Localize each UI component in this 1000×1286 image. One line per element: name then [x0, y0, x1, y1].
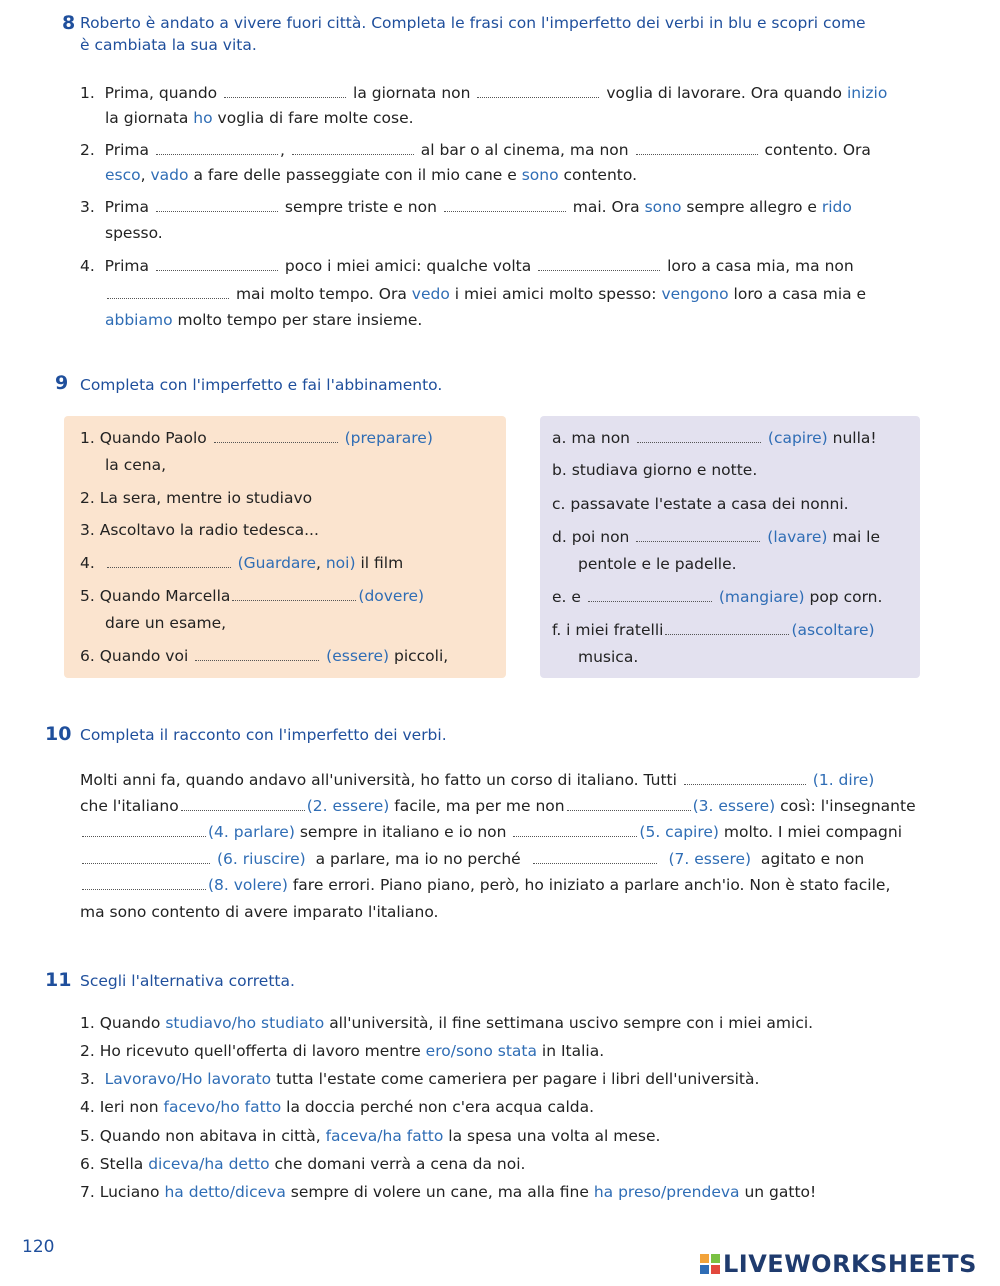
ex10-blank-3[interactable] — [567, 796, 691, 811]
ex10-line-4: (6. riuscire) a parlare, ma io no perché (7. essere) agitato e non — [80, 848, 864, 870]
ex11-choice-1[interactable]: studiavo/ho studiato — [165, 1014, 325, 1032]
ex10-blank-5[interactable] — [513, 822, 637, 837]
ex8-blank-1a[interactable] — [224, 83, 346, 98]
ex9-right-d-line-1: d. poi non (lavare) mai le — [552, 528, 881, 546]
ex8-blank-4a[interactable] — [156, 256, 278, 271]
ex11-choice-5[interactable]: faceva/ha fatto — [325, 1127, 444, 1145]
ex10-blank-4[interactable] — [82, 822, 206, 837]
ex9-left-5-line-1: 5. Quando Marcella (dovere) — [80, 587, 425, 605]
ex9-left-4: 4. (Guardare, noi) il film — [80, 554, 404, 572]
liveworksheets-logo: LIVEWORKSHEETS — [700, 1250, 977, 1278]
ex8-item-3-line-2: spesso. — [105, 224, 163, 242]
ex11-choice-3[interactable]: Lavoravo/Ho lavorato — [104, 1070, 272, 1088]
ex11-sentence-2: 2. Ho ricevuto quell'offerta di lavoro mentre ero/sono stata in Italia. — [80, 1042, 605, 1060]
exercise-9-number: 9 — [55, 372, 69, 394]
page-number: 120 — [22, 1237, 55, 1257]
ex11-sentence-4: 4. Ieri non facevo/ho fatto la doccia perché non c'era acqua calda. — [80, 1098, 595, 1116]
ex10-blank-8[interactable] — [82, 875, 206, 890]
ex10-blank-2[interactable] — [181, 796, 305, 811]
ex8-item-1-line-2: la giornata ho voglia di fare molte cose. — [105, 109, 414, 127]
ex10-line-3: (4. parlare) sempre in italiano e io non (5. capire) molto. I miei compagni — [80, 821, 902, 843]
exercise-8-number: 8 — [62, 12, 76, 34]
ex8-blank-1b[interactable] — [477, 83, 599, 98]
ex10-blank-1[interactable] — [684, 770, 806, 785]
ex10-line-5: (8. volere) fare errori. Piano piano, però, ho iniziato a parlare anch'io. Non è stato facile, — [80, 874, 890, 896]
ex9-blank-5[interactable] — [232, 586, 356, 601]
ex8-blank-2a[interactable] — [156, 140, 278, 155]
ex9-blank-d[interactable] — [636, 527, 760, 542]
ex9-blank-1[interactable] — [214, 428, 338, 443]
ex8-item-2-line-1: 2. Prima , al bar o al cinema, ma non contento. Ora — [80, 141, 871, 159]
exercise-10-title: Completa il racconto con l'imperfetto dei verbi. — [80, 726, 447, 744]
ex8-blank-4b[interactable] — [538, 256, 660, 271]
ex9-left-5-line-2: dare un esame, — [105, 614, 227, 632]
ex8-item-4-line-2: mai molto tempo. Ora vedo i miei amici molto spesso: vengono loro a casa mia e — [105, 283, 866, 305]
ex9-right-f-line-1: f. i miei fratelli (ascoltare) — [552, 621, 875, 639]
exercise-11-number: 11 — [45, 969, 72, 991]
ex9-right-f-line-2: musica. — [578, 648, 639, 666]
exercise-8-title-line-1: Roberto è andato a vivere fuori città. Completa le frasi con l'imperfetto dei verbi in blu e scopri come — [80, 14, 866, 32]
ex8-blank-2b[interactable] — [292, 140, 414, 155]
ex9-right-c: c. passavate l'estate a casa dei nonni. — [552, 495, 849, 513]
liveworksheets-logo-icon — [700, 1254, 720, 1274]
ex8-blank-2c[interactable] — [636, 140, 758, 155]
ex11-choice-4[interactable]: facevo/ho fatto — [163, 1098, 282, 1116]
ex8-blank-3a[interactable] — [156, 197, 278, 212]
ex9-blank-e[interactable] — [588, 587, 712, 602]
ex11-choice-6[interactable]: diceva/ha detto — [148, 1155, 270, 1173]
ex9-right-e: e. e (mangiare) pop corn. — [552, 588, 883, 606]
ex9-left-6: 6. Quando voi (essere) piccoli, — [80, 647, 449, 665]
ex9-blank-4[interactable] — [107, 553, 231, 568]
exercise-9-title: Completa con l'imperfetto e fai l'abbinamento. — [80, 376, 443, 394]
ex9-left-2: 2. La sera, mentre io studiavo — [80, 489, 313, 507]
ex9-right-b: b. studiava giorno e notte. — [552, 461, 758, 479]
ex10-blank-6[interactable] — [82, 849, 210, 864]
ex9-left-1-line-1: 1. Quando Paolo (preparare) — [80, 429, 433, 447]
ex8-blank-3b[interactable] — [444, 197, 566, 212]
ex11-sentence-1: 1. Quando studiavo/ho studiato all'università, il fine settimana uscivo sempre con i miei amici. — [80, 1014, 814, 1032]
ex11-choice-2[interactable]: ero/sono stata — [425, 1042, 537, 1060]
ex9-right-a: a. ma non (capire) nulla! — [552, 429, 877, 447]
ex9-blank-f[interactable] — [665, 620, 789, 635]
ex10-blank-7[interactable] — [533, 849, 657, 864]
ex11-sentence-7: 7. Luciano ha detto/diceva sempre di volere un cane, ma alla fine ha preso/prendeva un gatto! — [80, 1183, 817, 1201]
ex9-left-1-line-2: la cena, — [105, 456, 167, 474]
ex11-sentence-3: 3. Lavoravo/Ho lavorato tutta l'estate come cameriera per pagare i libri dell'università. — [80, 1070, 760, 1088]
ex8-item-4-line-3: abbiamo molto tempo per stare insieme. — [105, 311, 423, 329]
ex8-item-4-line-1: 4. Prima poco i miei amici: qualche volta loro a casa mia, ma non — [80, 257, 854, 275]
ex10-line-2: che l'italiano (2. essere) facile, ma per me non (3. essere) così: l'insegnante — [80, 797, 916, 815]
ex11-sentence-5: 5. Quando non abitava in città, faceva/ha fatto la spesa una volta al mese. — [80, 1127, 661, 1145]
ex8-blank-4c[interactable] — [107, 284, 229, 299]
ex9-left-3: 3. Ascoltavo la radio tedesca... — [80, 521, 319, 539]
ex11-sentence-6: 6. Stella diceva/ha detto che domani verrà a cena da noi. — [80, 1155, 526, 1173]
ex10-line-6: ma sono contento di avere imparato l'italiano. — [80, 903, 439, 921]
ex11-choice-7a[interactable]: ha detto/diceva — [164, 1183, 286, 1201]
ex11-choice-7b[interactable]: ha preso/prendeva — [593, 1183, 740, 1201]
ex9-blank-6[interactable] — [195, 646, 319, 661]
exercise-8-title-line-2: è cambiata la sua vita. — [80, 36, 257, 54]
ex8-item-3-line-1: 3. Prima sempre triste e non mai. Ora sono sempre allegro e rido — [80, 198, 852, 216]
ex8-item-1-line-1: 1. Prima, quando la giornata non voglia di lavorare. Ora quando inizio — [80, 84, 888, 102]
exercise-10-number: 10 — [45, 723, 72, 745]
ex8-item-2-line-2: esco, vado a fare delle passeggiate con il mio cane e sono contento. — [105, 166, 637, 184]
ex9-right-d-line-2: pentole e le padelle. — [578, 555, 737, 573]
ex10-line-1: Molti anni fa, quando andavo all'università, ho fatto un corso di italiano. Tutti (1. dire) — [80, 771, 875, 789]
ex9-blank-a[interactable] — [637, 428, 761, 443]
exercise-11-title: Scegli l'alternativa corretta. — [80, 972, 295, 990]
